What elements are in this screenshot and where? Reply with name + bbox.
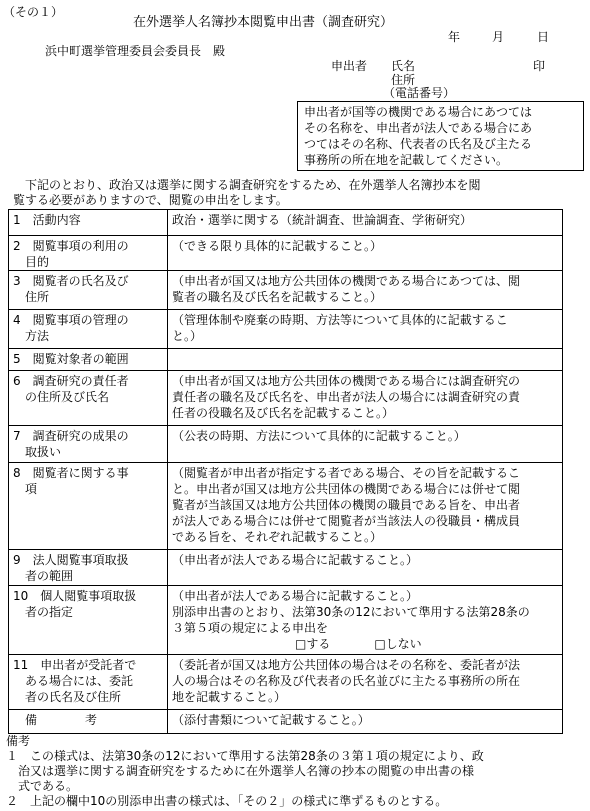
row-field-target-scope[interactable] [168, 349, 563, 371]
row-label-target-scope: 5 閲覧対象者の範囲 [9, 349, 168, 371]
row-field-individual-handlers: （申出者が法人である場合に記載すること。） 別添申出書のとおり、法第30条の12において準用する法第28条の ３第５項の規定による申出を □する □しない [168, 586, 563, 655]
row-field-purpose[interactable]: （できる限り具体的に記載すること。） [168, 236, 563, 271]
row-field-corporate-handlers[interactable]: （申出者が法人である場合に記載すること。） [168, 550, 563, 586]
phone-label: （電話番号） [383, 86, 456, 100]
row-field-results-handling[interactable]: （公表の時期、方法について具体的に記載すること。） [168, 426, 563, 463]
intro-line: 覧する必要がありますので、閲覧の申出をします。 [13, 193, 288, 207]
address-label: 住所 [391, 73, 416, 87]
note-item: ２ 上記の欄中10の別添申出書の様式は、「その２」の様式に準ずるものとする。 [6, 794, 448, 808]
application-table [8, 209, 563, 734]
option-suru-checkbox[interactable]: □する [295, 637, 331, 651]
table-row [9, 710, 563, 734]
row-field-remarks[interactable]: （添付書類について記載すること。） [168, 710, 563, 734]
row-field-consignor[interactable]: （委託者が国又は地方公共団体の場合はその名称を、委託者が法 人の場合はその名称及び代表者の氏名並びに主たる事務所の所在 地を記載すること。） [168, 655, 563, 710]
row-label-remarks: 備 考 [9, 710, 168, 734]
table-row [9, 310, 563, 349]
note-line: 事務所の所在地を記載してください。 [304, 153, 509, 167]
notes-heading: 備考 [6, 734, 31, 748]
row-label-management-method: 4 閲覧事項の管理の 方法 [9, 310, 168, 349]
date-year-label: 年 [448, 30, 461, 44]
row-label-viewer-matters: 8 閲覧者に関する事 項 [9, 463, 168, 550]
form-number: （その１） [3, 5, 64, 19]
row-label-research-lead: 6 調査研究の責任者 の住所及び氏名 [9, 371, 168, 426]
table-row [9, 586, 563, 655]
row-label-results-handling: 7 調査研究の成果の 取扱い [9, 426, 168, 463]
date-day-label: 日 [537, 30, 550, 44]
row-label-consignor: 11 申出者が受託者で ある場合には、委託 者の氏名及び住所 [9, 655, 168, 710]
note-item: １ この様式は、法第30条の12において準用する法第28条の３第１項の規定により、政 [6, 749, 484, 763]
row-label-corporate-handlers: 9 法人閲覧事項取扱 者の範囲 [9, 550, 168, 586]
table-row [9, 550, 563, 586]
name-label: 氏名 [391, 59, 416, 73]
applicant-note-box [297, 101, 584, 171]
intro-paragraph [13, 178, 583, 208]
form-title: 在外選挙人名簿抄本閲覧申出書（調査研究） [133, 15, 394, 30]
table-row [9, 463, 563, 550]
row-field-research-lead[interactable]: （申出者が国又は地方公共団体の機関である場合には調査研究の 責任者の職名及び氏名を、申出者が法人の場合には調査研究の責 任者の役職名及び氏名を記載すること。） [168, 371, 563, 426]
date-month-label: 月 [492, 30, 505, 44]
table-row [9, 271, 563, 310]
seal-mark: 印 [533, 59, 546, 73]
note-line: 申出者が国等の機関である場合にあつては [304, 105, 533, 119]
row-label-individual-handlers: 10 個人閲覧事項取扱 者の指定 [9, 586, 168, 655]
table-row [9, 655, 563, 710]
applicant-label: 申出者 [331, 59, 368, 73]
row-label-activity: 1 活動内容 [9, 210, 168, 236]
intro-line: 下記のとおり、政治又は選挙に関する調査研究をするため、在外選挙人名簿抄本を閲 [25, 178, 481, 192]
table-row [9, 426, 563, 463]
row-field-activity[interactable]: 政治・選挙に関する（統計調査、世論調査、学術研究） [168, 210, 563, 236]
note-item: 式である。 [6, 779, 79, 793]
row-field-viewer-name-address[interactable]: （申出者が国又は地方公共団体の機関である場合にあつては、閲 覧者の職名及び氏名を記載すること。） [168, 271, 563, 310]
table-row [9, 349, 563, 371]
note-line: つてはその名称、代表者の氏名及び主たる [304, 137, 533, 151]
row-field-viewer-matters[interactable]: （閲覧者が申出者が指定する者である場合、その旨を記載するこ と。申出者が国又は地方公共団体の機関である場合には併せて閲 覧者が当該国又は地方公共団体の機関の職員である旨を、申出者 が法人である場合には併せて閲覧者が当該法人の役職員・構成員 である旨を、それぞれ記載すること。） [168, 463, 563, 550]
table-row [9, 371, 563, 426]
note-line: その名称を、申出者が法人である場合にあ [304, 121, 533, 135]
addressee: 浜中町選挙管理委員会委員長 殿 [45, 44, 226, 58]
row-label-purpose: 2 閲覧事項の利用の 目的 [9, 236, 168, 271]
row-label-viewer-name-address: 3 閲覧者の氏名及び 住所 [9, 271, 168, 310]
row-field-management-method[interactable]: （管理体制や廃棄の時期、方法等について具体的に記載するこ と。） [168, 310, 563, 349]
option-shinai-checkbox[interactable]: □しない [374, 637, 422, 651]
note-item: 治又は選挙に関する調査研究をするために在外選挙人名簿の抄本の閲覧の申出書の様 [6, 764, 475, 778]
notes-section [6, 734, 586, 809]
table-row [9, 236, 563, 271]
table-row [9, 210, 563, 236]
